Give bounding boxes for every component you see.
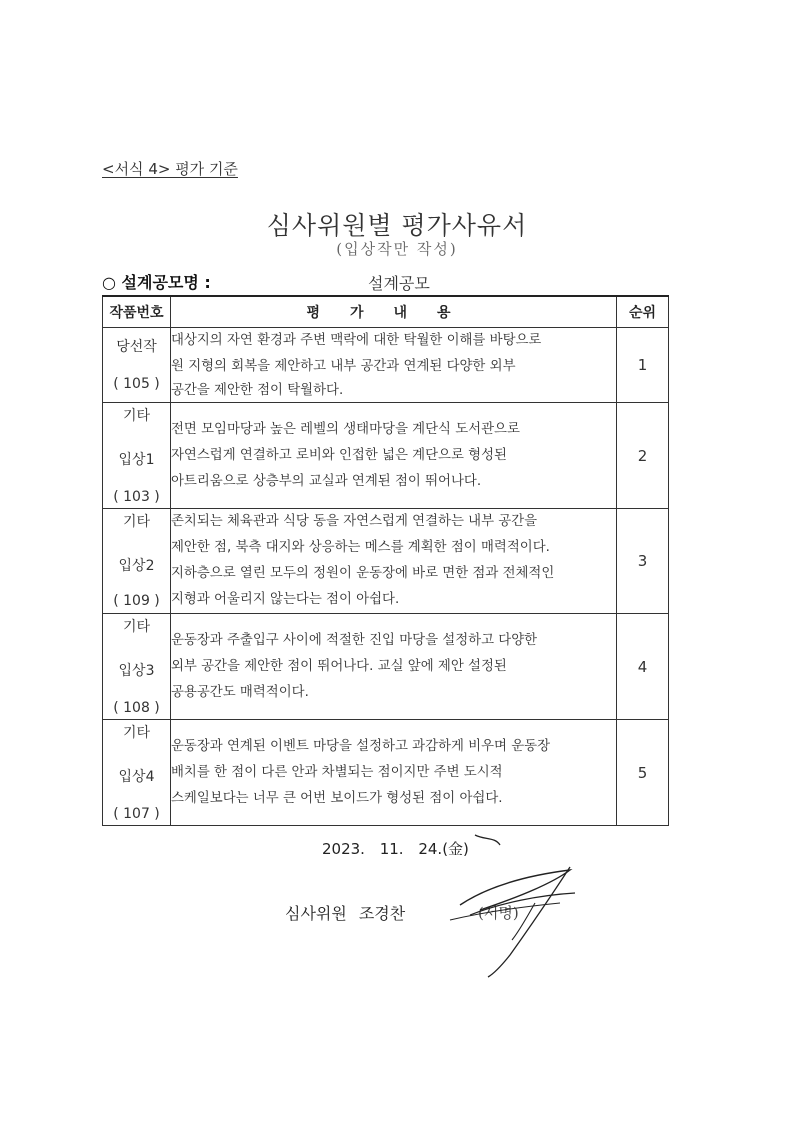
table-header-row bbox=[103, 296, 669, 328]
entry-id-cell bbox=[103, 403, 171, 509]
rank-cell: 5 bbox=[617, 720, 669, 826]
header-number: 작품번호 bbox=[103, 296, 171, 328]
evaluation-table bbox=[102, 295, 669, 826]
handwritten-signature bbox=[440, 815, 600, 980]
form-label: <서식 4> 평가 기준 bbox=[102, 160, 238, 178]
rank-cell: 2 bbox=[617, 403, 669, 509]
evaluation-content bbox=[171, 614, 617, 720]
award-label: 입상1 bbox=[118, 452, 155, 468]
table-row bbox=[103, 509, 669, 614]
entry-id-cell bbox=[103, 720, 171, 826]
award-label: 당선작 bbox=[116, 339, 157, 355]
judge-line bbox=[285, 901, 405, 924]
evaluation-line: 존치되는 체육관과 식당 동을 자연스럽게 연결하는 내부 공간을 bbox=[171, 514, 538, 529]
signature-label: (서명) bbox=[478, 904, 519, 922]
rank-cell: 3 bbox=[617, 509, 669, 614]
document-subtitle: (입상작만 작성) bbox=[336, 240, 458, 258]
evaluation-line: 공간을 제안한 점이 탁월하다. bbox=[171, 383, 344, 398]
evaluation-line: 자연스럽게 연결하고 로비와 인접한 넓은 계단으로 형성된 bbox=[171, 448, 507, 463]
evaluation-line: 아트리움으로 상층부의 교실과 연계된 점이 뛰어나다. bbox=[171, 474, 482, 489]
evaluation-line: 제안한 점, 북측 대지와 상응하는 메스를 계획한 점이 매력적이다. bbox=[171, 540, 550, 555]
entry-id-cell bbox=[103, 328, 171, 403]
table-row bbox=[103, 614, 669, 720]
evaluation-line: 외부 공간을 제안한 점이 뛰어나다. 교실 앞에 제안 설정된 bbox=[171, 659, 507, 674]
evaluation-line: 운동장과 주출입구 사이에 적절한 진입 마당을 설정하고 다양한 bbox=[171, 633, 538, 648]
evaluation-line: 지하층으로 열린 모두의 정원이 운동장에 바로 면한 점과 전체적인 bbox=[171, 566, 555, 581]
evaluation-line: 원 지형의 회복을 제안하고 내부 공간과 연계된 다양한 외부 bbox=[171, 359, 516, 374]
judge-title: 심사위원 bbox=[285, 904, 347, 923]
entry-code: ( 108 ) bbox=[113, 700, 160, 716]
competition-value: 설계공모 bbox=[368, 274, 430, 293]
evaluation-line: 공용공간도 매력적이다. bbox=[171, 685, 309, 700]
category-label: 기타 bbox=[122, 619, 151, 635]
award-label: 입상4 bbox=[118, 769, 155, 785]
rank-cell: 1 bbox=[617, 328, 669, 403]
evaluation-line: 전면 모임마당과 높은 레벨의 생태마당을 계단식 도서관으로 bbox=[171, 422, 520, 437]
category-label: 기타 bbox=[122, 514, 151, 530]
entry-code: ( 103 ) bbox=[113, 489, 160, 505]
evaluation-line: 스케일보다는 너무 큰 어번 보이드가 형성된 점이 아쉽다. bbox=[171, 791, 503, 806]
table-row bbox=[103, 403, 669, 509]
competition-row bbox=[102, 270, 662, 292]
award-label: 입상3 bbox=[118, 663, 155, 679]
header-rank: 순위 bbox=[617, 296, 669, 328]
judge-name: 조경찬 bbox=[358, 904, 406, 923]
entry-id-cell bbox=[103, 509, 171, 614]
rank-cell: 4 bbox=[617, 614, 669, 720]
table-row bbox=[103, 328, 669, 403]
category-label: 기타 bbox=[122, 725, 151, 741]
table-row bbox=[103, 720, 669, 826]
evaluation-line: 지형과 어울리지 않는다는 점이 아쉽다. bbox=[171, 592, 400, 607]
evaluation-content bbox=[171, 328, 617, 403]
entry-id-cell bbox=[103, 614, 171, 720]
document-title: 심사위원별 평가사유서 bbox=[266, 211, 528, 240]
evaluation-line: 운동장과 연계된 이벤트 마당을 설정하고 과감하게 비우며 운동장 bbox=[171, 739, 551, 754]
entry-code: ( 109 ) bbox=[113, 593, 160, 609]
evaluation-content bbox=[171, 509, 617, 614]
entry-code: ( 105 ) bbox=[113, 376, 160, 392]
competition-label: ○ 설계공모명 : bbox=[102, 273, 211, 292]
evaluation-line: 배치를 한 점이 다른 안과 차별되는 점이지만 주변 도시적 bbox=[171, 765, 503, 780]
category-label: 기타 bbox=[122, 408, 151, 424]
header-content: 평가내용 bbox=[171, 296, 617, 328]
evaluation-content bbox=[171, 403, 617, 509]
evaluation-line: 대상지의 자연 환경과 주변 맥락에 대한 탁월한 이해를 바탕으로 bbox=[171, 333, 542, 348]
award-label: 입상2 bbox=[118, 558, 155, 574]
document-date: 2023. 11. 24.(金) bbox=[322, 840, 469, 858]
evaluation-content bbox=[171, 720, 617, 826]
entry-code: ( 107 ) bbox=[113, 806, 160, 822]
